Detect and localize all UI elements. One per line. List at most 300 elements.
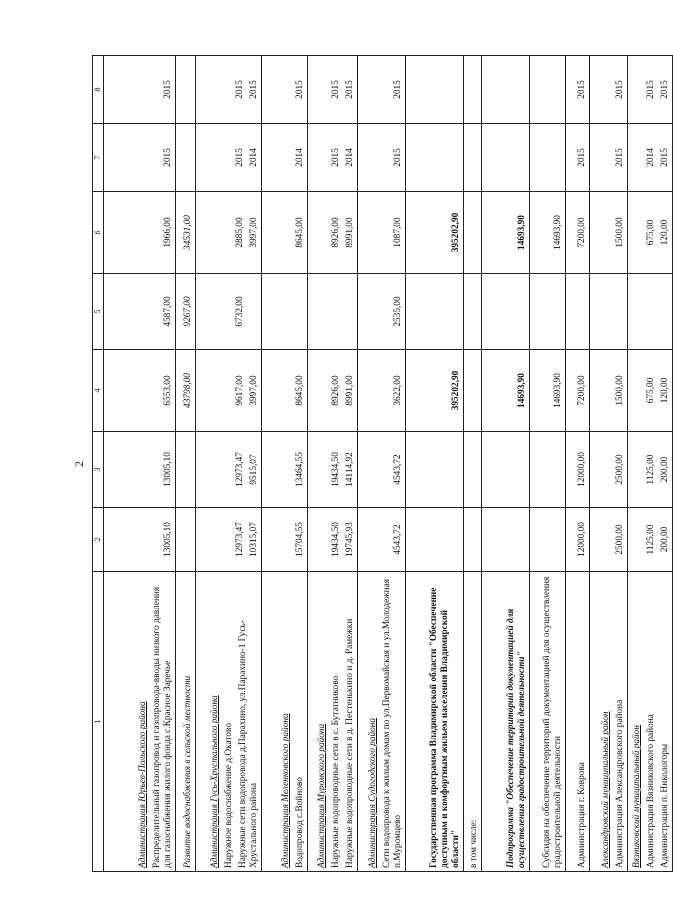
- value-cell: [262, 56, 308, 124]
- row-label: Наружное водоснабжение д.Окатово: [224, 723, 235, 868]
- value-cell: [358, 350, 406, 432]
- cell-value: 1966,00: [163, 217, 174, 248]
- value-cell: [590, 124, 628, 192]
- page-number: 2: [72, 461, 86, 467]
- row-description-cell: [590, 572, 628, 872]
- value-cell: [530, 350, 566, 432]
- cell-value: 10315,07: [249, 522, 260, 557]
- value-cell: [628, 56, 673, 124]
- value-cell: [530, 56, 566, 124]
- cell-value: 12973,47: [235, 452, 246, 487]
- cell-value: [451, 127, 462, 188]
- cell-value: [149, 195, 160, 270]
- cell-value: [601, 195, 612, 270]
- cell-value: 4543,72: [393, 524, 404, 555]
- cell-value: 2535,00: [393, 296, 404, 327]
- cell-value: 13005,10: [163, 452, 174, 487]
- column-header: 2: [93, 508, 104, 572]
- table-row: [104, 56, 176, 872]
- value-cell: [406, 432, 464, 508]
- cell-value: 15704,55: [295, 522, 306, 557]
- cell-value: [295, 277, 306, 346]
- cell-value: [317, 277, 328, 346]
- value-cell: [308, 56, 358, 124]
- value-cell: [104, 192, 176, 274]
- cell-value: [469, 127, 480, 188]
- cell-value: [632, 435, 643, 504]
- row-description-cell: [530, 572, 566, 872]
- cell-value: 2500,00: [615, 524, 626, 555]
- row-description-cell: [566, 572, 590, 872]
- cell-value: 6732,00: [235, 296, 246, 327]
- cell-value: [281, 277, 292, 346]
- cell-value: [331, 277, 342, 346]
- value-cell: [176, 192, 196, 274]
- cell-value: 12973,47: [235, 522, 246, 557]
- value-cell: [104, 432, 176, 508]
- cell-value: [183, 435, 194, 504]
- value-cell: [176, 508, 196, 572]
- cell-value: 8645,00: [295, 217, 306, 248]
- data-table: [92, 55, 673, 872]
- cell-value: 2015: [295, 80, 306, 99]
- cell-value: 2015: [615, 148, 626, 167]
- column-header: 6: [93, 192, 104, 274]
- value-cell: [628, 274, 673, 350]
- cell-value: [221, 195, 232, 270]
- cell-value: [221, 277, 232, 346]
- cell-value: [632, 277, 643, 346]
- value-cell: [628, 508, 673, 572]
- value-cell: [308, 274, 358, 350]
- value-cell: [482, 274, 530, 350]
- cell-value: [183, 127, 194, 188]
- value-cell: [566, 432, 590, 508]
- cell-value: [317, 195, 328, 270]
- cell-value: 2015: [163, 80, 174, 99]
- cell-value: [517, 59, 528, 120]
- cell-value: [149, 353, 160, 428]
- cell-value: [221, 435, 232, 504]
- cell-value: 2014: [249, 148, 260, 167]
- cell-value: 2014: [645, 148, 656, 167]
- cell-value: 2015: [249, 80, 260, 99]
- cell-value: 395202,90: [451, 212, 462, 253]
- value-cell: [530, 274, 566, 350]
- row-description-cell: [262, 572, 308, 872]
- value-cell: [176, 274, 196, 350]
- value-cell: [482, 124, 530, 192]
- table-row: [464, 56, 482, 872]
- value-cell: [590, 274, 628, 350]
- value-cell: [530, 508, 566, 572]
- cell-value: [553, 277, 564, 346]
- cell-value: [577, 277, 588, 346]
- cell-value: 6553,00: [163, 375, 174, 406]
- value-cell: [358, 508, 406, 572]
- cell-value: 19434,50: [331, 452, 342, 487]
- value-cell: [464, 124, 482, 192]
- cell-value: [632, 195, 643, 270]
- cell-value: 2015: [645, 80, 656, 99]
- value-cell: [406, 350, 464, 432]
- cell-value: 8645,00: [295, 375, 306, 406]
- cell-value: 2015: [393, 80, 404, 99]
- value-cell: [104, 56, 176, 124]
- cell-value: 2015: [235, 80, 246, 99]
- value-cell: [482, 56, 530, 124]
- row-description-cell: [196, 572, 262, 872]
- cell-value: 14693,90: [553, 373, 564, 408]
- value-cell: [628, 124, 673, 192]
- value-cell: [530, 124, 566, 192]
- row-label: Водопровод с.Войново: [295, 777, 306, 868]
- cell-value: 1125,00: [645, 454, 656, 485]
- value-cell: [104, 508, 176, 572]
- cell-value: [451, 435, 462, 504]
- cell-value: [601, 127, 612, 188]
- row-label: Наружные водопроводные сети в с. Бутатниково: [331, 675, 342, 868]
- cell-value: 120,00: [659, 377, 670, 404]
- value-cell: [482, 508, 530, 572]
- value-cell: [406, 508, 464, 572]
- value-cell: [176, 350, 196, 432]
- cell-value: [469, 277, 480, 346]
- value-cell: [482, 192, 530, 274]
- cell-value: 200,00: [659, 456, 670, 483]
- table-row: [530, 56, 566, 872]
- value-cell: [308, 124, 358, 192]
- cell-value: [317, 127, 328, 188]
- cell-value: 14693,90: [517, 215, 528, 250]
- cell-value: [469, 353, 480, 428]
- cell-value: [379, 353, 390, 428]
- row-description-cell: [406, 572, 464, 872]
- cell-value: 1087,00: [393, 217, 404, 248]
- table-row: [196, 56, 262, 872]
- row-description-cell: [104, 572, 176, 872]
- value-cell: [590, 56, 628, 124]
- cell-value: [469, 195, 480, 270]
- value-cell: [628, 350, 673, 432]
- table-row: [590, 56, 628, 872]
- row-label: Администрация г. Коврова: [577, 762, 588, 868]
- value-cell: [406, 56, 464, 124]
- value-cell: [464, 56, 482, 124]
- value-cell: [262, 124, 308, 192]
- cell-value: [281, 353, 292, 428]
- cell-value: [379, 195, 390, 270]
- table-row: [176, 56, 196, 872]
- cell-value: 8926,00: [331, 217, 342, 248]
- cell-value: [281, 435, 292, 504]
- value-cell: [628, 432, 673, 508]
- cell-value: 2015: [331, 148, 342, 167]
- value-cell: [464, 508, 482, 572]
- row-description-cell: [628, 572, 673, 872]
- row-label: Сети водопровода к жилым домам по ул.Первомайская и ул.Молодежная п.Муромцево: [382, 578, 404, 868]
- row-label: Государственная программа Владимирской области "Обеспечение доступным и комфортным жильем населения Владимирской области": [429, 587, 462, 868]
- value-cell: [196, 192, 262, 274]
- cell-value: [281, 195, 292, 270]
- cell-value: [553, 59, 564, 120]
- column-header: 1: [93, 572, 104, 872]
- cell-value: 2015: [659, 80, 670, 99]
- cell-value: 4543,72: [393, 454, 404, 485]
- cell-value: 9515,07: [249, 454, 260, 485]
- row-label: Администрация Муромского района: [317, 723, 328, 868]
- value-cell: [406, 274, 464, 350]
- cell-value: [632, 59, 643, 120]
- cell-value: 675,00: [645, 219, 656, 246]
- cell-value: 9267,00: [183, 296, 194, 327]
- row-label: Подпрограмма "Обеспечение территорий документацией для осуществления градостроительной деятельности": [506, 608, 528, 868]
- cell-value: 12000,00: [577, 452, 588, 487]
- cell-value: [451, 511, 462, 568]
- cell-value: 8991,00: [345, 375, 356, 406]
- value-cell: [406, 192, 464, 274]
- value-cell: [566, 56, 590, 124]
- value-cell: [464, 274, 482, 350]
- cell-value: [469, 435, 480, 504]
- cell-value: [183, 511, 194, 568]
- cell-value: [281, 59, 292, 120]
- row-description-cell: [464, 572, 482, 872]
- cell-value: [632, 127, 643, 188]
- row-label: Распределительный газопровод и газопровода-вводы низкого давления для газоснабжения жилого фонда с.Красное Заречье: [152, 586, 174, 868]
- cell-value: [379, 59, 390, 120]
- row-label: Наружные сети водопровода д.Парахино, ул.Парахино-1 Гусь-Хрустального района: [238, 620, 260, 868]
- value-cell: [196, 124, 262, 192]
- value-cell: [590, 350, 628, 432]
- cell-value: [632, 353, 643, 428]
- value-cell: [308, 432, 358, 508]
- value-cell: [590, 192, 628, 274]
- cell-value: [469, 59, 480, 120]
- cell-value: [601, 435, 612, 504]
- value-cell: [464, 350, 482, 432]
- cell-value: 2015: [393, 148, 404, 167]
- cell-value: 3997,00: [249, 375, 260, 406]
- cell-value: [249, 277, 260, 346]
- value-cell: [590, 432, 628, 508]
- row-description-cell: [358, 572, 406, 872]
- cell-value: 14114,92: [345, 452, 356, 487]
- row-label: Субсидия на обеспечение территорий документацией для осуществления градостроительной деятельности: [542, 576, 564, 868]
- value-cell: [358, 432, 406, 508]
- cell-value: [345, 277, 356, 346]
- cell-value: [379, 435, 390, 504]
- table-body: [104, 56, 673, 872]
- value-cell: [196, 350, 262, 432]
- cell-value: 1500,00: [615, 375, 626, 406]
- cell-value: [281, 127, 292, 188]
- value-cell: [628, 192, 673, 274]
- cell-value: 2015: [345, 80, 356, 99]
- table-row: [308, 56, 358, 872]
- cell-value: [379, 127, 390, 188]
- cell-value: 7200,00: [577, 217, 588, 248]
- cell-value: 12000,00: [577, 522, 588, 557]
- value-cell: [464, 192, 482, 274]
- cell-value: 9617,00: [235, 375, 246, 406]
- value-cell: [566, 124, 590, 192]
- value-cell: [566, 508, 590, 572]
- cell-value: 2015: [163, 148, 174, 167]
- row-label: Наружные водопроводные сети в д. Пестенькино и д. Рамежки: [345, 618, 356, 868]
- cell-value: [660, 277, 671, 346]
- value-cell: [308, 508, 358, 572]
- cell-value: 13005,10: [163, 522, 174, 557]
- cell-value: 3622,00: [393, 375, 404, 406]
- row-label: Администрация п. Никологоры: [659, 743, 670, 868]
- cell-value: [615, 277, 626, 346]
- cell-value: [149, 277, 160, 346]
- value-cell: [196, 56, 262, 124]
- cell-value: 14693,90: [553, 215, 564, 250]
- cell-value: [646, 277, 657, 346]
- cell-value: [517, 277, 528, 346]
- cell-value: 43798,00: [183, 373, 194, 408]
- cell-value: 14693,90: [517, 373, 528, 408]
- value-cell: [530, 432, 566, 508]
- row-label: Александровский муниципальный район: [601, 711, 612, 868]
- cell-value: 675,00: [645, 377, 656, 404]
- cell-value: [317, 59, 328, 120]
- row-label: Администрация Юрьев-Польского района: [138, 701, 149, 868]
- value-cell: [566, 274, 590, 350]
- cell-value: [149, 59, 160, 120]
- cell-value: [149, 435, 160, 504]
- cell-value: [281, 511, 292, 568]
- cell-value: [451, 277, 462, 346]
- row-description-cell: [482, 572, 530, 872]
- value-cell: [196, 508, 262, 572]
- row-label: Развитие водоснабжения в сельской местности: [183, 675, 194, 868]
- cell-value: [317, 511, 328, 568]
- row-label: в том числе:: [469, 819, 480, 868]
- cell-value: [221, 127, 232, 188]
- cell-value: 2015: [615, 80, 626, 99]
- row-label: Вязниковский муниципальный район: [632, 725, 642, 868]
- cell-value: 2015: [331, 80, 342, 99]
- cell-value: 8926,00: [331, 375, 342, 406]
- cell-value: 2015: [235, 148, 246, 167]
- column-header: 7: [93, 124, 104, 192]
- cell-value: [553, 435, 564, 504]
- column-header: 4: [93, 350, 104, 432]
- cell-value: 2500,00: [615, 454, 626, 485]
- cell-value: 4587,00: [163, 296, 174, 327]
- cell-value: [517, 435, 528, 504]
- table-row: [406, 56, 464, 872]
- value-cell: [308, 350, 358, 432]
- column-header: 8: [93, 56, 104, 124]
- value-cell: [358, 124, 406, 192]
- cell-value: [517, 127, 528, 188]
- column-header: 3: [93, 432, 104, 508]
- value-cell: [176, 56, 196, 124]
- cell-value: 120,00: [659, 219, 670, 246]
- value-cell: [262, 192, 308, 274]
- cell-value: 2015: [577, 80, 588, 99]
- row-description-cell: [308, 572, 358, 872]
- value-cell: [262, 432, 308, 508]
- row-label: Администрация Гусь-Хрустального района: [210, 695, 221, 868]
- cell-value: [221, 511, 232, 568]
- value-cell: [104, 350, 176, 432]
- column-header: 5: [93, 274, 104, 350]
- table-row: [482, 56, 530, 872]
- cell-value: [469, 511, 480, 568]
- rotated-content: [68, 56, 670, 872]
- table-row: [566, 56, 590, 872]
- cell-value: 7200,00: [577, 375, 588, 406]
- value-cell: [262, 274, 308, 350]
- value-cell: [176, 124, 196, 192]
- value-cell: [308, 192, 358, 274]
- value-cell: [482, 432, 530, 508]
- cell-value: [553, 511, 564, 568]
- cell-value: [221, 353, 232, 428]
- cell-value: 395202,90: [451, 370, 462, 411]
- cell-value: [553, 127, 564, 188]
- cell-value: [149, 127, 160, 188]
- cell-value: 3997,00: [249, 217, 260, 248]
- value-cell: [482, 350, 530, 432]
- cell-value: [317, 435, 328, 504]
- value-cell: [262, 508, 308, 572]
- cell-value: [379, 511, 390, 568]
- cell-value: [601, 277, 612, 346]
- cell-value: [221, 59, 232, 120]
- cell-value: 2885,00: [235, 217, 246, 248]
- cell-value: [601, 59, 612, 120]
- cell-value: [183, 59, 194, 120]
- row-label: Администрация Вязниковского района: [645, 714, 656, 868]
- cell-value: 2015: [577, 148, 588, 167]
- value-cell: [262, 350, 308, 432]
- value-cell: [176, 432, 196, 508]
- cell-value: [601, 511, 612, 568]
- value-cell: [196, 432, 262, 508]
- value-cell: [530, 192, 566, 274]
- value-cell: [358, 274, 406, 350]
- table-row: [358, 56, 406, 872]
- cell-value: 200,00: [659, 526, 670, 553]
- value-cell: [358, 192, 406, 274]
- value-cell: [104, 274, 176, 350]
- cell-value: 1125,00: [645, 524, 656, 555]
- cell-value: [379, 277, 390, 346]
- row-label: Администрация Судогодского района: [368, 717, 379, 868]
- cell-value: 8991,00: [345, 217, 356, 248]
- value-cell: [104, 124, 176, 192]
- row-label: Администрация Меленковского района: [281, 713, 292, 868]
- value-cell: [196, 274, 262, 350]
- cell-value: 34531,00: [183, 215, 194, 250]
- cell-value: 2014: [295, 148, 306, 167]
- value-cell: [464, 432, 482, 508]
- cell-value: 19745,93: [345, 522, 356, 557]
- cell-value: 13464,55: [295, 452, 306, 487]
- cell-value: 1500,00: [615, 217, 626, 248]
- cell-value: [149, 511, 160, 568]
- value-cell: [590, 508, 628, 572]
- value-cell: [566, 192, 590, 274]
- value-cell: [566, 350, 590, 432]
- cell-value: [632, 511, 643, 568]
